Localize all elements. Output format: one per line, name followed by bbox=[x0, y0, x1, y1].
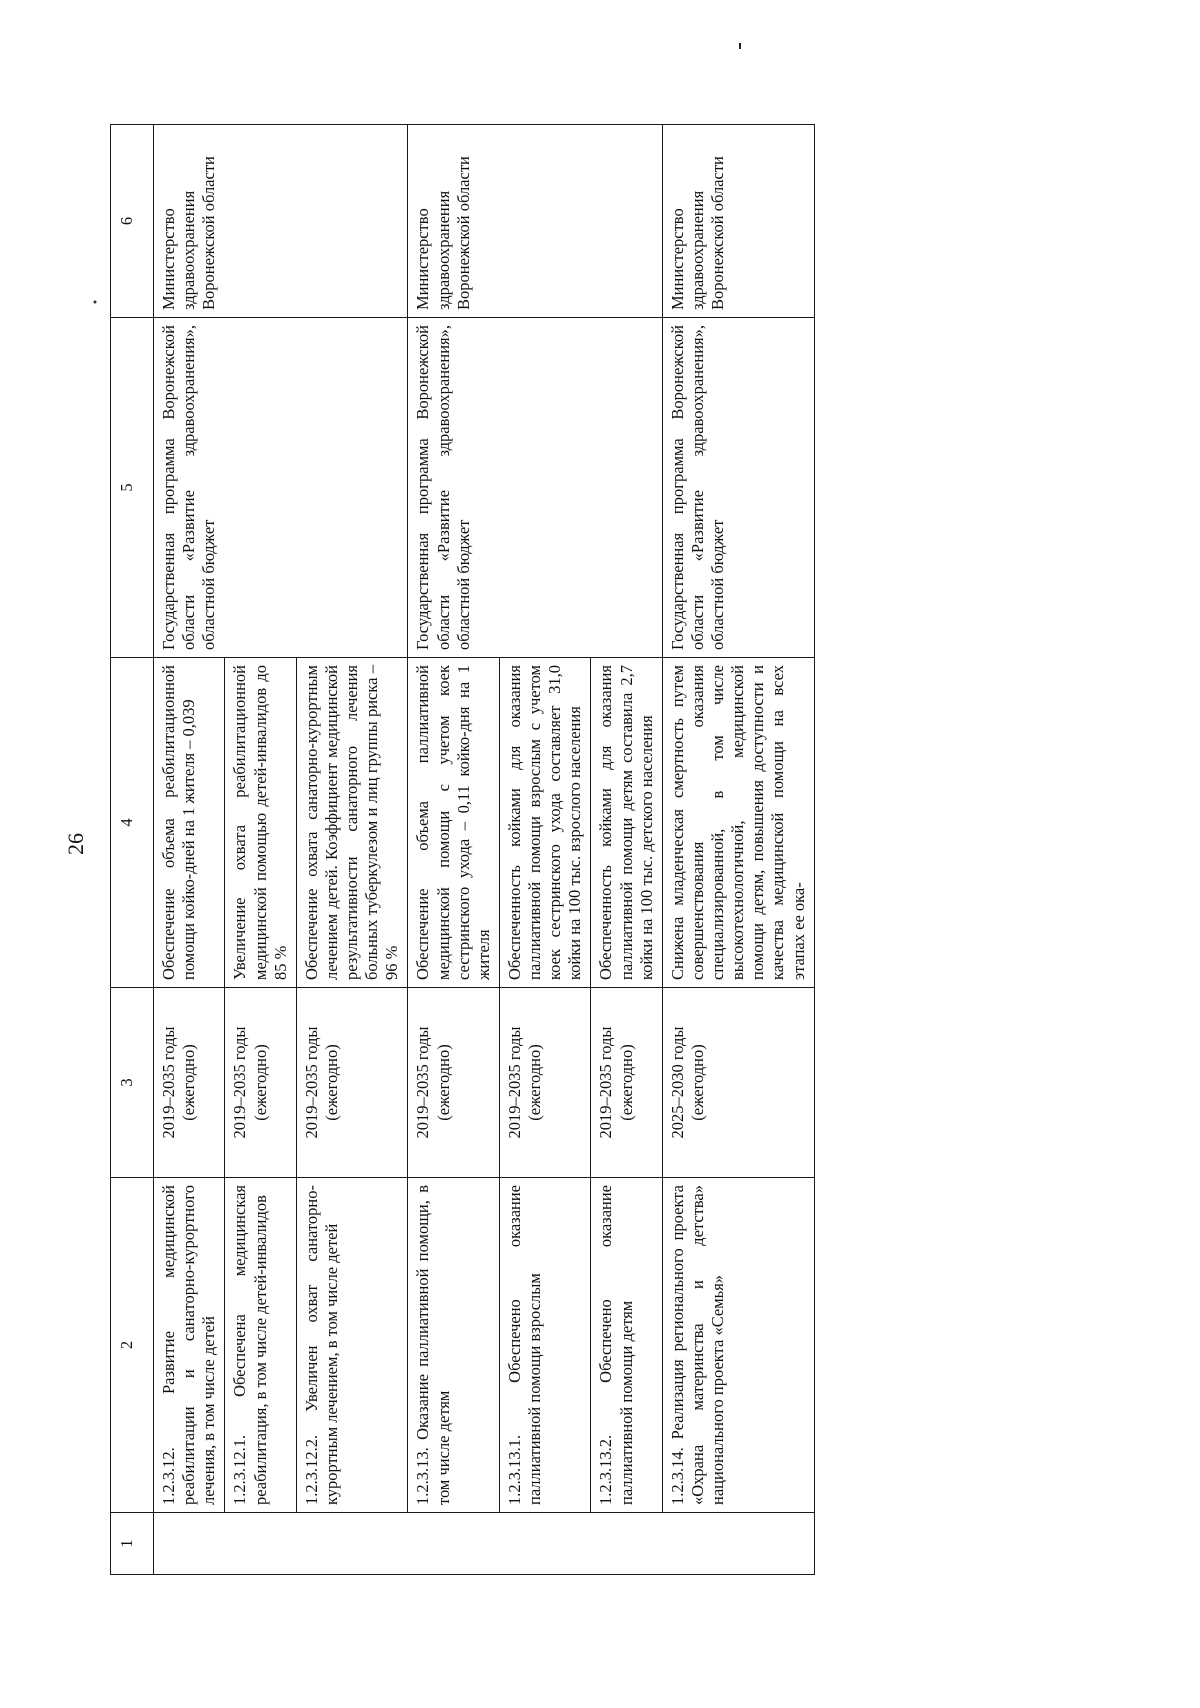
page-number: 26 bbox=[63, 833, 88, 855]
table-row bbox=[408, 125, 500, 1575]
row-number-cell bbox=[296, 1513, 408, 1575]
row-number-cell bbox=[225, 1513, 296, 1575]
header-col-6: 6 bbox=[111, 125, 154, 318]
responsible-cell: Министерство здравоохранения Воронежской области bbox=[408, 125, 500, 318]
responsible-cell: Министерство здравоохранения Воронежской области bbox=[662, 125, 814, 318]
measures-table bbox=[110, 124, 815, 1575]
table-row bbox=[591, 125, 662, 1575]
funding-cell bbox=[225, 318, 296, 658]
measure-cell: 1.2.3.14. Реализация регионального проекта «Охрана материнства и детства» национального проекта «Семья» bbox=[662, 1178, 814, 1513]
row-number-cell bbox=[499, 1513, 591, 1575]
header-col-3: 3 bbox=[111, 988, 154, 1178]
result-cell: Обеспеченность койками для оказания паллиативной помощи детям составила 2,7 койки на 100 тыс. детского населения bbox=[591, 658, 662, 988]
funding-cell: Государственная программа Воронежской области «Развитие здравоохранения», областной бюджет bbox=[154, 318, 225, 658]
measure-cell: 1.2.3.13. Оказание паллиативной помощи, в том числе детям bbox=[408, 1178, 500, 1513]
row-number-cell bbox=[408, 1513, 500, 1575]
measure-cell: 1.2.3.13.2. Обеспечено оказание паллиативной помощи детям bbox=[591, 1178, 662, 1513]
result-cell: Обеспечение объема паллиативной медицинской помощи с учетом коек сестринского ухода – 0,11 койко-дня на 1 жителя bbox=[408, 658, 500, 988]
responsible-cell bbox=[225, 125, 296, 318]
responsible-cell bbox=[499, 125, 591, 318]
measure-cell: 1.2.3.12.1. Обеспечена медицинская реабилитация, в том числе детей-инвалидов bbox=[225, 1178, 296, 1513]
table-row bbox=[662, 125, 814, 1575]
period-cell: 2019–2035 годы (ежегодно) bbox=[154, 988, 225, 1178]
row-number-cell bbox=[154, 1513, 225, 1575]
period-cell: 2019–2035 годы (ежегодно) bbox=[296, 988, 408, 1178]
header-col-5: 5 bbox=[111, 318, 154, 658]
funding-cell bbox=[591, 318, 662, 658]
table-header-row bbox=[111, 125, 154, 1575]
row-number-cell bbox=[591, 1513, 662, 1575]
result-cell: Снижена младенческая смертность путем совершенствования оказания специализированной, в том числе высокотехнологичной, медицинской помощи детям, повышения доступности и качества медицинской помощи на всех этапах ее ока- bbox=[662, 658, 814, 988]
period-cell: 2019–2035 годы (ежегодно) bbox=[408, 988, 500, 1178]
result-cell: Обеспечение охвата санаторно-курортным лечением детей. Коэффициент медицинской результативности санаторного лечения больных туберкулезом и лиц группы риска – 96 % bbox=[296, 658, 408, 988]
table-row bbox=[296, 125, 408, 1575]
measure-cell: 1.2.3.13.1. Обеспечено оказание паллиативной помощи взрослым bbox=[499, 1178, 591, 1513]
rotated-table-container bbox=[110, 125, 1080, 1575]
result-cell: Обеспеченность койками для оказания паллиативной помощи взрослым с учетом коек сестринского ухода составляет 31,0 койки на 100 тыс. взрослого населения bbox=[499, 658, 591, 988]
funding-cell bbox=[296, 318, 408, 658]
header-col-1: 1 bbox=[111, 1513, 154, 1575]
period-cell: 2025–2030 годы (ежегодно) bbox=[662, 988, 814, 1178]
funding-cell bbox=[499, 318, 591, 658]
responsible-cell bbox=[296, 125, 408, 318]
funding-cell: Государственная программа Воронежской области «Развитие здравоохранения», областной бюджет bbox=[408, 318, 500, 658]
table-row bbox=[499, 125, 591, 1575]
measure-cell: 1.2.3.12.2. Увеличен охват санаторно-курортным лечением, в том числе детей bbox=[296, 1178, 408, 1513]
measure-cell: 1.2.3.12. Развитие медицинской реабилитации и санаторно-курортного лечения, в том числе детей bbox=[154, 1178, 225, 1513]
row-number-cell bbox=[662, 1513, 814, 1575]
period-cell: 2019–2035 годы (ежегодно) bbox=[499, 988, 591, 1178]
header-col-4: 4 bbox=[111, 658, 154, 988]
result-cell: Обеспечение объема реабилитационной помощи койко-дней на 1 жителя – 0,039 bbox=[154, 658, 225, 988]
result-cell: Увеличение охвата реабилитационной медицинской помощью детей-инвалидов до 85 % bbox=[225, 658, 296, 988]
table-row bbox=[225, 125, 296, 1575]
period-cell: 2019–2035 годы (ежегодно) bbox=[225, 988, 296, 1178]
responsible-cell bbox=[591, 125, 662, 318]
header-col-2: 2 bbox=[111, 1178, 154, 1513]
responsible-cell: Министерство здравоохранения Воронежской области bbox=[154, 125, 225, 318]
table-row bbox=[154, 125, 225, 1575]
funding-cell: Государственная программа Воронежской области «Развитие здравоохранения», областной бюджет bbox=[662, 318, 814, 658]
period-cell: 2019–2035 годы (ежегодно) bbox=[591, 988, 662, 1178]
